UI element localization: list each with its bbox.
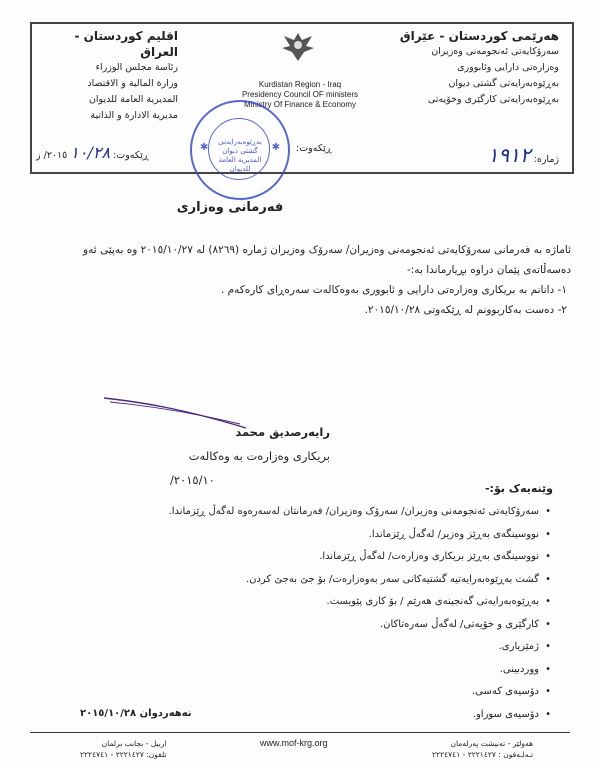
reference-number — [488, 143, 559, 167]
footer-address-arabic — [80, 738, 167, 760]
reference-date — [36, 143, 149, 162]
number-value: ١٩١٢ — [487, 143, 531, 167]
list-item: • نووسینگەی بەڕێز وەزیر/ لەگەڵ ڕێزماندا. — [73, 524, 539, 547]
header-right-title: هەرێمی کوردستان - عێراق — [399, 29, 559, 43]
official-stamp — [190, 100, 290, 200]
list-item: • کارگێری و خۆیەتی/ لەگەڵ سەرەتاکان. — [73, 614, 539, 637]
body-item: ١- دانانم بە بریکاری وەزارەتی دارایی و ئابووری بەوەکالەت سەرەڕای کارەکەم . — [220, 284, 567, 296]
reference-date-mid — [296, 143, 332, 154]
header-center-line: Ministry Of Finance & Economy — [243, 100, 357, 109]
stamp-text: بەڕێوەبەرایەتی گشتی دیوان المديرية العامة للديوان — [218, 138, 262, 173]
header-left-line: رئاسة مجلس الوزراء — [95, 62, 178, 73]
list-item: • سەرۆکایەتی ئەنجومەنی وەزیران/ سەرۆک وەزیران/ فەرمانتان لەسەرەوە لەگەڵ ڕێزماندا. — [73, 501, 539, 524]
header-left-line: المديرية العامة للديوان — [88, 94, 178, 105]
star-icon: ✱ — [200, 142, 209, 153]
footer-line-text: تـەلـەفون : ٢٢٢١٤٢٧ - ٢٢٢٤٧٤١ — [432, 750, 533, 759]
copies-title: وێنەیەک بۆ:- — [484, 482, 553, 495]
list-item: • دۆسیەی سوراو. — [73, 704, 539, 727]
footer-line-text: اربيل - بجانب برلمان — [101, 739, 167, 748]
body-item: ٢- دەست بەکاربوونم لە ڕێکەوتی ٢٠١٥/١٠/٢٨. — [364, 304, 567, 316]
date-label: ڕێکەوت: — [113, 150, 149, 161]
list-item: • بەڕێوەبەرایەتی گەنجینەی هەرێم / بۆ کاری پێویست. — [73, 591, 539, 614]
date-label: ڕێکەوت: — [296, 143, 332, 154]
footer-line-text: هەولێر - تەنیشت پەرلەمان — [450, 739, 533, 748]
eagle-emblem-icon — [278, 30, 318, 64]
header-center-line: Kurdistan Region - Iraq — [258, 80, 342, 89]
footer-line-text: تلفون: ٢٢٢١٤٢٧ - ٢٢٢٤٧٤١ — [80, 750, 167, 759]
footer-address-kurdish — [432, 738, 533, 760]
number-label: ژمارە: — [533, 154, 559, 165]
copies-section — [73, 482, 553, 726]
letter-body — [41, 240, 571, 320]
header-left-title: اقليم كوردستان - العراق — [74, 29, 178, 59]
header-left-line: وزارة المالية و الاقتصاد — [87, 78, 178, 89]
body-paragraph: ئاماژە بە فەرمانی سەرۆکایەتی ئەنجومەنی وەزیران/ سەرۆک وەزیران ژمارە (٨٢٦٩) لە ٢٠١٥/١٠/٢٧ وە بەپێی ئەو دەسەڵاتەی پێمان دراوە بڕیارماندا بە:- — [83, 244, 571, 276]
header-left-line: مديرية الادارة و الذاتية — [90, 110, 178, 121]
footer-website: www.mof-krg.org — [260, 738, 328, 748]
list-item: • دۆسیەی کەسی. — [73, 681, 539, 704]
signature-date: ٢٠١٥/١٠/ — [170, 473, 215, 487]
letterhead-right — [349, 28, 559, 108]
subject-heading: فەرمانی وەزاری — [176, 200, 284, 215]
header-center-line: Presidency Council OF ministers — [241, 90, 359, 99]
signatory-title: بریکاری وەزارەت بە وەکالەت — [188, 449, 330, 463]
list-item: • گشت بەڕێوەبەرایەتیە گشتیەکانی سەر بەوەزارەت/ بۆ جێ بەجێ کردن. — [73, 569, 539, 592]
header-right-line: وەزارەتی دارایی وئابووری — [457, 62, 559, 73]
footer-date: نەهەردوان ٢٠١٥/١٠/٢٨ — [80, 708, 192, 719]
header-right-line: بەڕێوەبەرایەتی گشتی دیوان — [448, 78, 559, 89]
copies-list — [73, 501, 553, 726]
footer-divider — [30, 732, 570, 733]
letterhead-left — [38, 28, 178, 124]
list-item: • نووسینگەی بەڕێز بریکاری وەزارەت/ لەگەڵ ڕێزماندا. — [73, 546, 539, 569]
star-icon: ✱ — [271, 142, 280, 153]
signatory-name: رایەرصدیق محمد — [235, 425, 330, 439]
list-item: • ژمێریاری. — [73, 636, 539, 659]
date-suffix: ٢٠١٥/ ز — [36, 150, 68, 161]
date-value: ١٠/٢٨ — [70, 143, 111, 162]
list-item: • ووردبینی. — [73, 659, 539, 682]
header-right-line: سەرۆکایەتی ئەنجومەنی وەزیران — [431, 46, 559, 57]
header-right-line: بەڕێوەبەرایەتی کارگێری وخۆیەتی — [427, 94, 559, 105]
